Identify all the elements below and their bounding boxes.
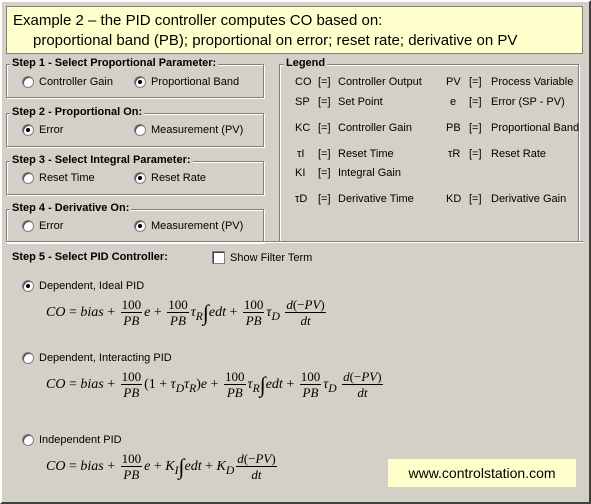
step1-title: Step 1 - Select Proportional Parameter: <box>12 57 217 69</box>
legend-eq: [=] <box>318 167 331 179</box>
deriv-on-measurement-radio[interactable]: Measurement (PV) <box>134 220 243 232</box>
legend-symbol: PV <box>446 76 461 88</box>
title-banner <box>6 6 583 54</box>
controlstation-link[interactable]: www.controlstation.com <box>388 459 576 487</box>
title-line-1: Example 2 – the PID controller computes CO based on: <box>13 12 383 29</box>
legend-eq: [=] <box>318 96 331 108</box>
legend-title: Legend <box>286 57 326 69</box>
radio-circle <box>134 220 146 232</box>
equation-dependent-ideal: CO = bias + $\frac{100}{PB}$ e + $\frac{100}{PB}$ $\tau_R\int edt$ + $\frac{100}{PB}$ $\tau_D$ $\frac{d(-PV)}{dt}$ <box>46 297 325 328</box>
checkbox-box <box>212 251 225 264</box>
legend-desc: Integral Gain <box>338 167 401 179</box>
legend-eq: [=] <box>469 148 482 160</box>
legend-symbol: τR <box>448 148 461 160</box>
dependent-ideal-pid-radio[interactable]: Dependent, Ideal PID <box>22 280 144 292</box>
step2-title: Step 2 - Proportional On: <box>12 106 143 118</box>
legend-symbol: τD <box>295 193 308 205</box>
prop-on-measurement-radio[interactable]: Measurement (PV) <box>134 124 243 136</box>
prop-on-error-radio[interactable]: Error <box>22 124 63 136</box>
equation-dependent-interacting: CO = bias + $\frac{100}{PB}$ $(1 + \tau_D\tau_R)e$ + $\frac{100}{PB}$ $\tau_R\int edt$ + $\frac{100}{PB}$ $\tau_D$ $\frac{d(-PV)}{dt}$ <box>46 369 382 400</box>
radio-circle <box>22 76 34 88</box>
radio-circle <box>134 76 146 88</box>
legend-symbol: CO <box>295 76 312 88</box>
radio-circle <box>22 172 34 184</box>
radio-circle <box>22 434 34 446</box>
legend-symbol: e <box>450 96 457 108</box>
independent-pid-radio[interactable]: Independent PID <box>22 434 122 446</box>
legend-eq: [=] <box>469 76 482 88</box>
deriv-on-error-radio[interactable]: Error <box>22 220 63 232</box>
legend-eq: [=] <box>318 122 331 134</box>
legend-desc: Reset Rate <box>491 148 547 160</box>
legend-symbol: PB <box>446 122 461 134</box>
legend-eq: [=] <box>318 148 331 160</box>
section-divider <box>6 241 583 243</box>
step4-title: Step 4 - Derivative On: <box>12 202 130 214</box>
legend-eq: [=] <box>469 122 482 134</box>
show-filter-term-checkbox[interactable]: Show Filter Term <box>212 251 312 264</box>
legend-symbol: KI <box>295 167 306 179</box>
radio-circle <box>134 172 146 184</box>
legend-desc: Derivative Time <box>338 193 414 205</box>
title-line-2: proportional band (PB); proportional on error; reset rate; derivative on PV <box>33 32 518 49</box>
proportional-band-radio[interactable]: Proportional Band <box>134 76 239 88</box>
legend-desc: Reset Time <box>338 148 394 160</box>
step5-title: Step 5 - Select PID Controller: <box>12 251 168 263</box>
legend-symbol: τI <box>297 148 305 160</box>
legend-eq: [=] <box>469 193 482 205</box>
legend-desc: Derivative Gain <box>491 193 567 205</box>
radio-circle <box>134 124 146 136</box>
legend-eq: [=] <box>469 96 482 108</box>
legend-desc: Process Variable <box>491 76 574 88</box>
legend-eq: [=] <box>318 193 331 205</box>
legend-desc: Controller Output <box>338 76 422 88</box>
legend-symbol: KD <box>446 193 462 205</box>
legend-symbol: SP <box>295 96 310 108</box>
equation-independent: CO = bias + $\frac{100}{PB}$ $e + K_I\int edt + K_D$ $\frac{d(-PV)}{dt}$ <box>46 451 276 482</box>
step3-title: Step 3 - Select Integral Parameter: <box>12 154 191 166</box>
radio-circle <box>22 280 34 292</box>
legend-desc: Set Point <box>338 96 383 108</box>
legend-desc: Controller Gain <box>338 122 412 134</box>
legend-desc: Proportional Band <box>491 122 580 134</box>
reset-rate-radio[interactable]: Reset Rate <box>134 172 206 184</box>
reset-time-radio[interactable]: Reset Time <box>22 172 95 184</box>
radio-circle <box>22 124 34 136</box>
radio-circle <box>22 220 34 232</box>
legend-desc: Error (SP - PV) <box>491 96 565 108</box>
dependent-interacting-pid-radio[interactable]: Dependent, Interacting PID <box>22 352 172 364</box>
controller-gain-radio[interactable]: Controller Gain <box>22 76 113 88</box>
legend-symbol: KC <box>295 122 311 134</box>
legend-eq: [=] <box>318 76 331 88</box>
radio-circle <box>22 352 34 364</box>
